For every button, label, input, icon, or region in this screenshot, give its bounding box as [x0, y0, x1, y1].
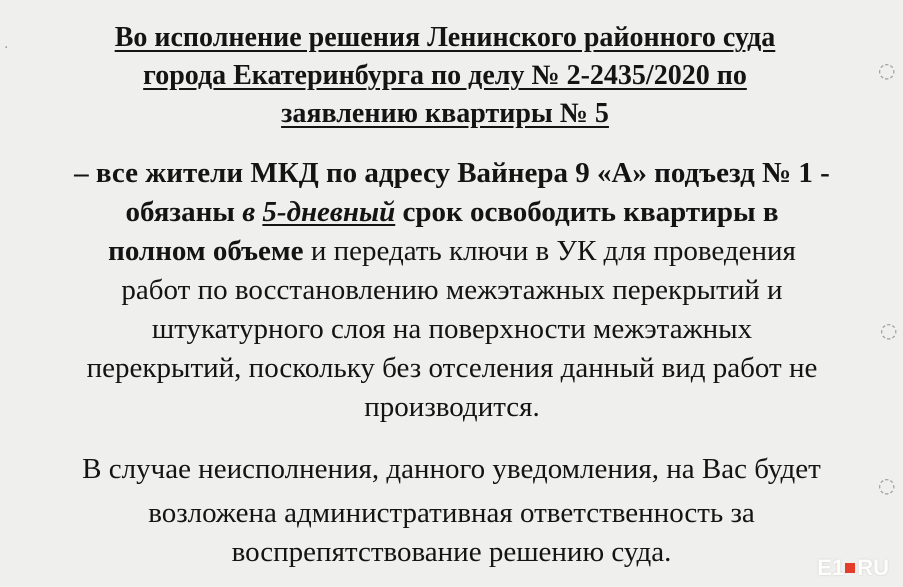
edge-mark: ◌: [878, 58, 896, 82]
edge-mark: ·: [4, 40, 9, 56]
warning-line-3: воспрепятствование решению суда.: [231, 536, 672, 568]
body-full-volume: полном объеме: [108, 235, 304, 267]
warning-line-2: возложена административная ответственность за: [148, 497, 755, 529]
body-line-2: [27, 193, 877, 232]
notice-heading-line-3: заявлению квартиры № 5: [281, 98, 609, 129]
body-deadline: 5-дневный: [262, 196, 396, 228]
body-deadline-rest: срок освободить квартиры в: [395, 196, 779, 228]
body-in-word: в: [242, 196, 263, 228]
body-line-1: – все жители МКД по адресу Вайнера 9 «А» подъезд № 1 -: [74, 157, 830, 189]
body-obligation-word: обязаны: [125, 196, 243, 228]
body-line-6: перекрытий, поскольку без отселения данный вид работ не: [86, 352, 818, 384]
e1-logo: [817, 555, 889, 581]
body-line-5: штукатурного слоя на поверхности межэтажных: [151, 313, 753, 345]
notice-heading-line-1: Во исполнение решения Ленинского районного суда: [114, 22, 776, 53]
edge-mark: ◌: [880, 318, 898, 342]
e1-logo-square-icon: [845, 563, 855, 573]
notice-heading-line-2: города Екатеринбурга по делу № 2-2435/2020 по: [143, 60, 747, 91]
e1-logo-right: RU: [857, 555, 889, 580]
body-line-4: работ по восстановлению межэтажных перекрытий и: [121, 274, 783, 306]
body-line-3: [27, 232, 877, 271]
body-keys-text: и передать ключи в УК для проведения: [303, 235, 796, 267]
warning-line-1: В случае неисполнения, данного уведомления, на Вас будет: [82, 453, 821, 485]
edge-mark: ◌: [878, 473, 896, 497]
e1-logo-left: E1: [817, 555, 845, 580]
body-line-7: производится.: [364, 391, 540, 423]
